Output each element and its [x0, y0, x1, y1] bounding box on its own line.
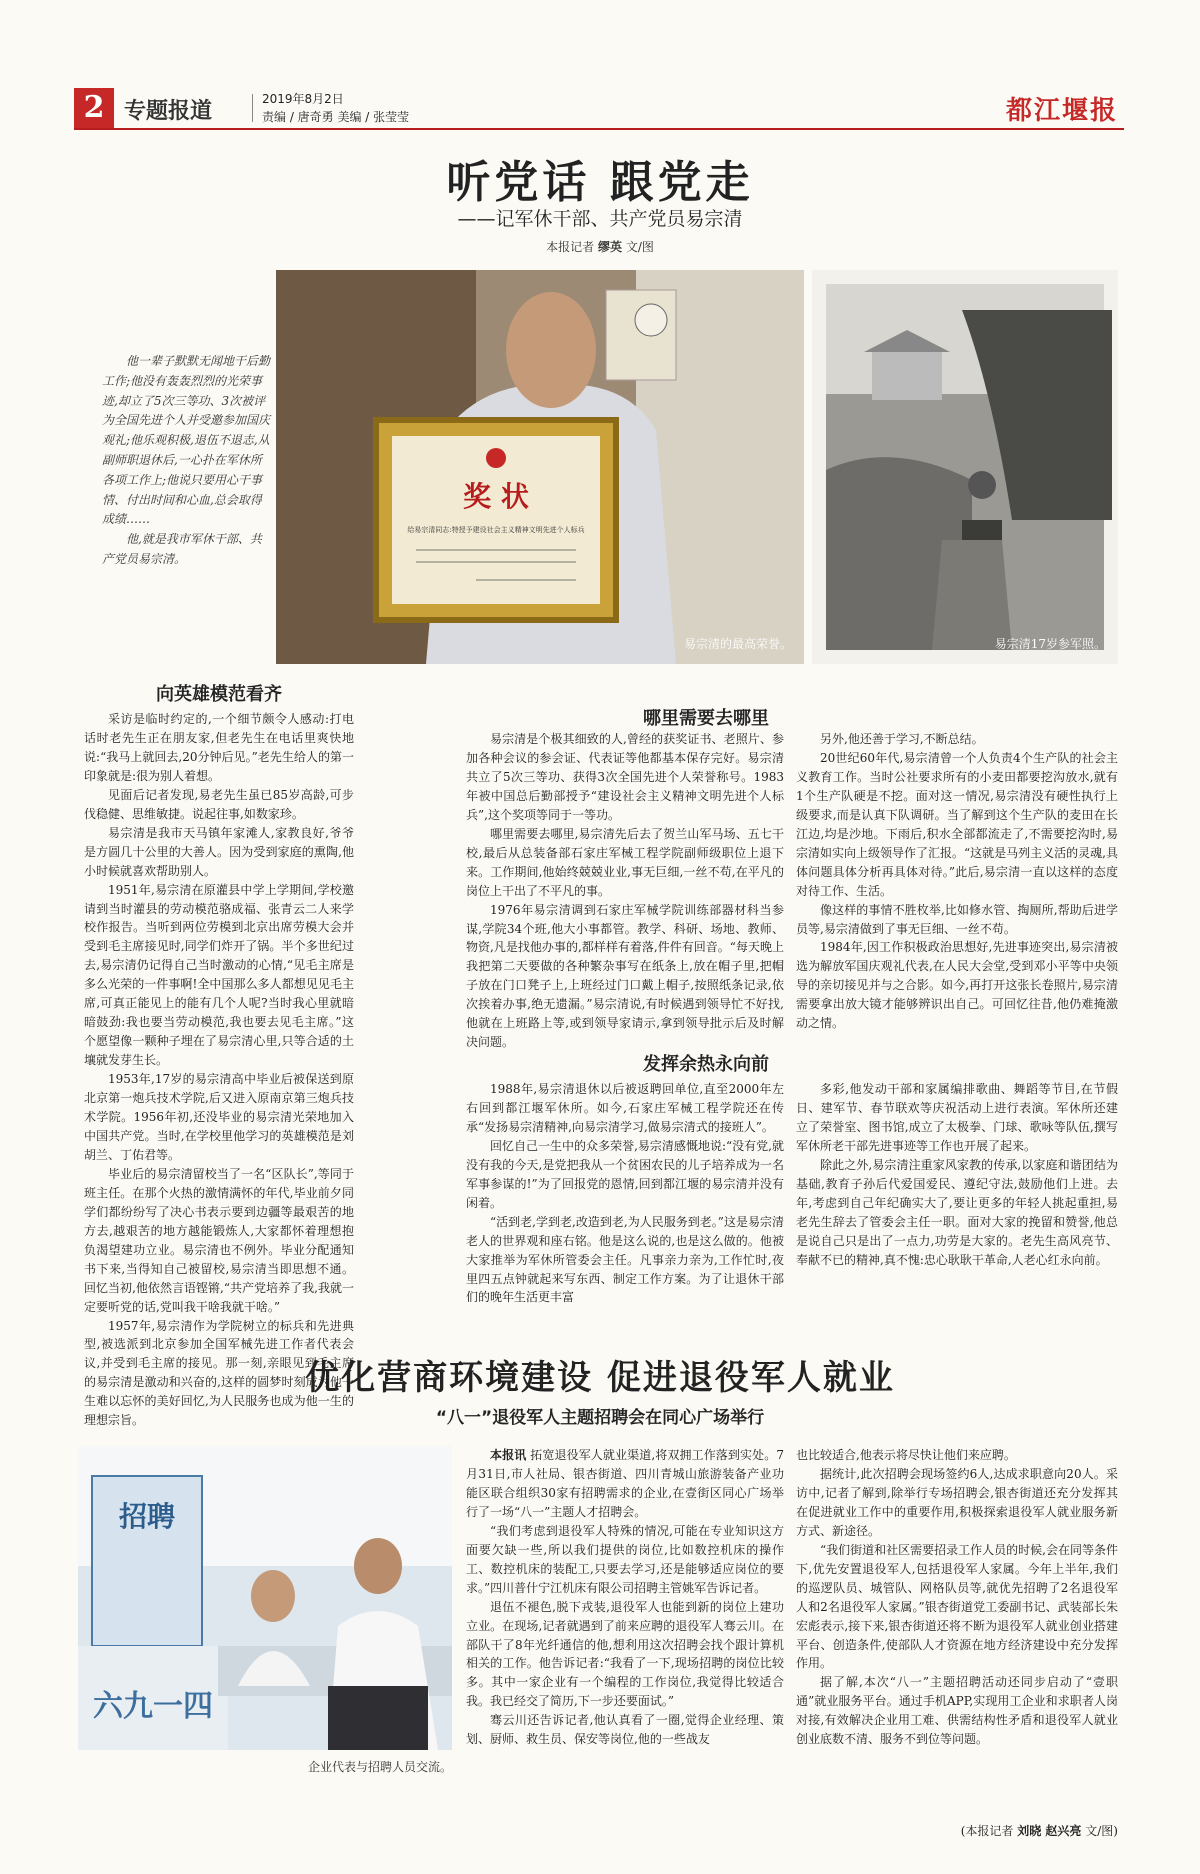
article-column [84, 710, 354, 1430]
paragraph: 1988年,易宗清退休以后被返聘回单位,直至2000年左右回到都江堰军休所。如今,石家庄军械工程学院还在传承“发扬易宗清精神,向易宗清学习,做易宗清式的接班人”。 [466, 1082, 784, 1134]
photo-caption: 易宗清17岁参军照。 [994, 637, 1106, 651]
paragraph: 退伍不褪色,脱下戎装,退役军人也能到新的岗位上建功立业。在现场,记者就遇到了前来应聘的退役军人骞云川。在部队干了8年光纤通信的他,想利用这次招聘会找个跟计算机相关的工作。他告诉记者:“我看了一下,现场招聘的岗位比较多。其中一家企业有一个编程的工作岗位,我觉得比较适合我。我已经交了简历,下一步还要面试。” [466, 1599, 784, 1709]
paragraph: 回忆自己一生中的众多荣誉,易宗清感慨地说:“没有党,就没有我的今天,是党把我从一个贫困农民的儿子培养成为一名军事参谋的!”为了回报党的恩情,回到都江堰的易宗清并没有闲着。 [466, 1138, 784, 1210]
article-subtitle: “八一”退役军人主题招聘会在同心广场举行 [435, 1408, 765, 1428]
certificate-title: 奖 状 [463, 480, 529, 513]
paragraph: 1951年,易宗清在原灌县中学上学期间,学校邀请到当时灌县的劳动模范骆成福、张青云二人来学校作报告。当听到两位劳模到北京出席劳模大会并受到毛主席接见时,同学们炸开了锅。半个多世纪过去,易宗清仍记得自己当时激动的心情,“见毛主席是多么光荣的一件事啊!全中国那么多人都想见见毛主席,可真正能见上的能有几个人呢?当时我心里就暗暗鼓劲:我也要当劳动模范,我也要去见毛主席。”这个愿望像一颗种子埋在了易宗清心里,只等合适的土壤就发芽生长。 [84, 882, 354, 1068]
paragraph: “我们考虑到退役军人特殊的情况,可能在专业知识这方面要欠缺一些,所以我们提供的岗位,比如数控机床的操作工、数控机床的装配工,只要去学习,还是能够适应岗位的要求。”四川普什宁江机床有限公司招聘主管姚军告诉记者。 [466, 1523, 784, 1595]
credit-prefix: (本报记者 [960, 1824, 1014, 1838]
article-column [796, 730, 1118, 1033]
paragraph: 也比较适合,他表示将尽快让他们来应聘。 [796, 1448, 1016, 1462]
paragraph: 哪里需要去哪里,易宗清先后去了贺兰山军马场、五七干校,最后从总装备部石家庄军械工程学院副师级职位上退下来。工作期间,他始终兢兢业业,事无巨细,一丝不苟,在平凡的岗位上干出了不平凡的事。 [466, 826, 784, 898]
newspaper-logo: 都江堰报 [1005, 96, 1118, 126]
article-column [466, 1080, 784, 1307]
section-heading: 向英雄模范看齐 [156, 684, 282, 705]
paragraph: “活到老,学到老,改造到老,为人民服务到老。”这是易宗清老人的世界观和座右铭。他是这么说的,也是这么做的。他被大家推举为军休所管委会主任。凡事亲力亲为,工作忙时,夜里四五点钟就起来写东西、制定工作方案。为了让退休干部们的晚年生活更丰富 [466, 1214, 784, 1305]
issue-date: 2019年8月2日 [262, 92, 344, 106]
recruit-sign: 招聘 [118, 1500, 176, 1533]
paragraph: 采访是临时约定的,一个细节颇令人感动:打电话时老先生正在朋友家,但老先生在电话里爽快地说:“我马上就回去,20分钟后见。”老先生给人的第一印象就是:很为别人着想。 [84, 712, 354, 783]
divider [252, 94, 253, 122]
section-heading: 哪里需要去哪里 [643, 708, 769, 729]
article-column [796, 1080, 1118, 1270]
photo-caption: 易宗清的最高荣誉。 [683, 637, 792, 651]
credit-names: 刘晓 赵兴亮 [1017, 1824, 1082, 1838]
paragraph: 除此之外,易宗清注重家风家教的传承,以家庭和谐团结为基础,教育子孙后代爱国爱民、遵纪守法,鼓励他们上进。去年,考虑到自己年纪确实大了,要让更多的年轻人挑起重担,易老先生辞去了管委会主任一职。面对大家的挽留和赞誉,他总是说自己只是出了一点力,功劳是大家的。老先生高风亮节、奉献不已的精神,真不愧:忠心耿耿干革命,人老心红永向前。 [796, 1157, 1118, 1267]
byline-name: 缪英 [597, 240, 622, 254]
paragraph-text: 拓宽退役军人就业渠道,将双拥工作落到实处。7月31日,市人社局、银杏街道、四川青城山旅游装备产业功能区联合组织30家有招聘需求的企业,在壹街区同心广场举行了一场“八一”主题人才招聘会。 [466, 1448, 784, 1519]
paragraph: 另外,他还善于学习,不断总结。 [820, 732, 984, 746]
paragraph [466, 1446, 784, 1522]
award-photo-illustration [276, 270, 804, 664]
paragraph: 多彩,他发动干部和家属编排歌曲、舞蹈等节目,在节假日、建军节、春节联欢等庆祝活动上进行表演。军休所还建立了荣誉室、图书馆,成立了太极拳、门球、歌咏等队伍,撰写军休所老干部先进事迹等工作也开展了起来。 [796, 1082, 1118, 1153]
lead-label: 本报讯 [490, 1448, 527, 1462]
article-subtitle: ——记军休干部、共产党员易宗清 [457, 208, 743, 230]
job-fair-illustration [78, 1446, 452, 1750]
paragraph: 20世纪60年代,易宗清曾一个人负责4个生产队的社会主义教育工作。当时公社要求所有的小麦田都要挖沟放水,就有1个生产队硬是不挖。面对这一情况,易宗清没有硬性执行上级要求,而是认真下队调研。当了解到这个生产队的麦田在长江边,均是沙地。下雨后,积水全部都流走了,不需要挖沟时,易宗清如实向上级领导作了汇报。“这就是马列主义活的灵魂,具体问题具体分析再具体对待。”此后,易宗清一直以这样的态度对待工作、生活。 [796, 750, 1118, 898]
paragraph: 1957年,易宗清作为学院树立的标兵和先进典型,被选派到北京参加全国军械先进工作者代表会议,并受到毛主席的接见。那一刻,亲眼见到毛主席的易宗清是激动和兴奋的,这样的圆梦时刻成为他一生难以忘怀的美好回忆,为人民服务也成为他一生的理想宗旨。 [84, 1318, 354, 1428]
page-number: 2 [74, 88, 114, 128]
award-photo [276, 270, 804, 664]
section-heading: 发挥余热永向前 [643, 1054, 769, 1075]
paragraph: 易宗清是个极其细致的人,曾经的获奖证书、老照片、参加各种会议的参会证、代表证等他都基本保存完好。易宗清共立了5次三等功、获得3次全国先进个人荣誉称号。1983年被中国总后勤部授予“建设社会主义精神文明先进个人标兵”,这个奖项等同于一等功。 [466, 732, 784, 822]
byline [0, 238, 1200, 255]
editors: 责编 / 唐奇勇 美编 / 张莹莹 [262, 110, 410, 124]
paragraph: 骞云川还告诉记者,他认真看了一圈,觉得企业经理、策划、厨师、救生员、保安等岗位,他的一些战友 [466, 1713, 784, 1747]
photo-caption: 企业代表与招聘人员交流。 [307, 1760, 452, 1774]
article-title: 听党话 跟党走 [446, 157, 754, 208]
paragraph: 据统计,此次招聘会现场签约6人,达成求职意向20人。采访中,记者了解到,除举行专场招聘会,银杏街道还充分发挥其在促进就业工作中的重要作用,积极探索退役军人就业服务新方式、新途径。 [796, 1466, 1118, 1538]
paragraph: 毕业后的易宗清留校当了一名“区队长”,等同于班主任。在那个火热的激情满怀的年代,毕业前夕同学们都纷纷写了决心书表示要到边疆等最艰苦的地方去,越艰苦的地方越能锻炼人,大家都怀着理想抱负渴望建功立业。易宗清也不例外。毕业分配通知书下来,当得知自己被留校,易宗清当即思想不通。回忆当初,他依然言语铿锵,“共产党培养了我,我就一定要听党的话,党叫我干啥我就干啥。” [84, 1166, 354, 1314]
article-title: 优化营商环境建设 促进退役军人就业 [305, 1358, 895, 1398]
job-fair-photo [78, 1446, 452, 1750]
section-name: 专题报道 [124, 99, 213, 124]
article-column [466, 1446, 784, 1749]
paragraph: 1976年易宗清调到石家庄军械学院训练部器材科当参谋,学院34个班,他大小事都管。教学、科研、场地、教师、物资,凡是找他办事的,都样样有着落,件件有回音。“每天晚上我把第二天要做的各种繁杂事写在纸条上,放在帽子里,把帽子放在门口凳子上,上班经过门口戴上帽子,按照纸条记录,依次挨着办事,绝无遗漏。”易宗清说,有时候遇到领导忙不好找,他就在上班路上等,或到领导家请示,拿到领导批示后及时解决问题。 [466, 902, 784, 1050]
paragraph: 易宗清是我市天马镇年家滩人,家教良好,爷爷是方圆几十公里的大善人。因为受到家庭的熏陶,他小时候就喜欢帮助别人。 [84, 825, 354, 878]
certificate-text: 给易宗清同志:特授予建设社会主义精神文明先进个人标兵 [407, 526, 585, 534]
article-credit [961, 1822, 1118, 1839]
article-column [796, 1446, 1118, 1749]
soldier-photo-illustration [812, 270, 1118, 664]
paragraph: 1953年,17岁的易宗清高中毕业后被保送到原北京第一炮兵技术学院,后又进入原南京第三炮兵技术学院。1956年初,还没毕业的易宗清光荣地加入中国共产党。当时,在学校里他学习的英雄模范是刘胡兰、丁佑君等。 [84, 1072, 354, 1162]
intro-paragraph: 他,就是我市军休干部、共产党员易宗清。 [102, 532, 262, 566]
paragraph: 像这样的事情不胜枚举,比如修水管、掏厕所,帮助后进学员等,易宗清做到了事无巨细、一丝不苟。 [796, 902, 1118, 936]
masthead [74, 88, 1124, 130]
paragraph: 据了解,本次“八一”主题招聘活动还同步启动了“壹职通”就业服务平台。通过手机APP,实现用工企业和求职者人岗对接,有效解决企业用工难、供需结构性矛盾和退役军人就业创业底数不清、服务不到位等问题。 [796, 1675, 1118, 1747]
article-intro [102, 352, 272, 570]
paragraph: 1984年,因工作积极政治思想好,先进事迹突出,易宗清被选为解放军国庆观礼代表,在人民大会堂,受到邓小平等中央领导的亲切接见并与之合影。如今,再打开这张长卷照片,易宗清需要拿出放大镜才能够辨识出自己。可回忆往昔,他仍难掩激动之情。 [796, 940, 1118, 1031]
banner-text: 六九一四 [93, 1689, 213, 1724]
byline-prefix: 本报记者 [546, 240, 595, 254]
credit-suffix: 文/图) [1085, 1824, 1118, 1838]
byline-suffix: 文/图 [625, 240, 654, 254]
article-column [466, 730, 784, 1052]
paragraph: 见面后记者发现,易老先生虽已85岁高龄,可步伐稳健、思维敏捷。说起往事,如数家珍。 [84, 787, 354, 821]
intro-paragraph: 他一辈子默默无闻地干后勤工作;他没有轰轰烈烈的光荣事迹,却立了5次三等功、3次被评为全国先进个人并受邀参加国庆观礼;他乐观积极,退伍不退志,从副师职退休后,一心扑在军休所各项工作上;他说只要用心干事情、付出时间和心血,总会取得成绩…… [102, 354, 271, 527]
soldier-photo [812, 270, 1118, 664]
paragraph: “我们街道和社区需要招录工作人员的时候,会在同等条件下,优先安置退役军人,包括退役军人家属。今年上半年,我们的巡逻队员、城管队、网格队员等,就优先招聘了2名退役军人和2名退役军人家属。”银杏街道党工委副书记、武装部长朱宏彪表示,接下来,银杏街道还将不断为退役军人就业创业搭建平台、创造条件,使部队人才资源在地方经济建设中充分发挥作用。 [796, 1542, 1118, 1671]
